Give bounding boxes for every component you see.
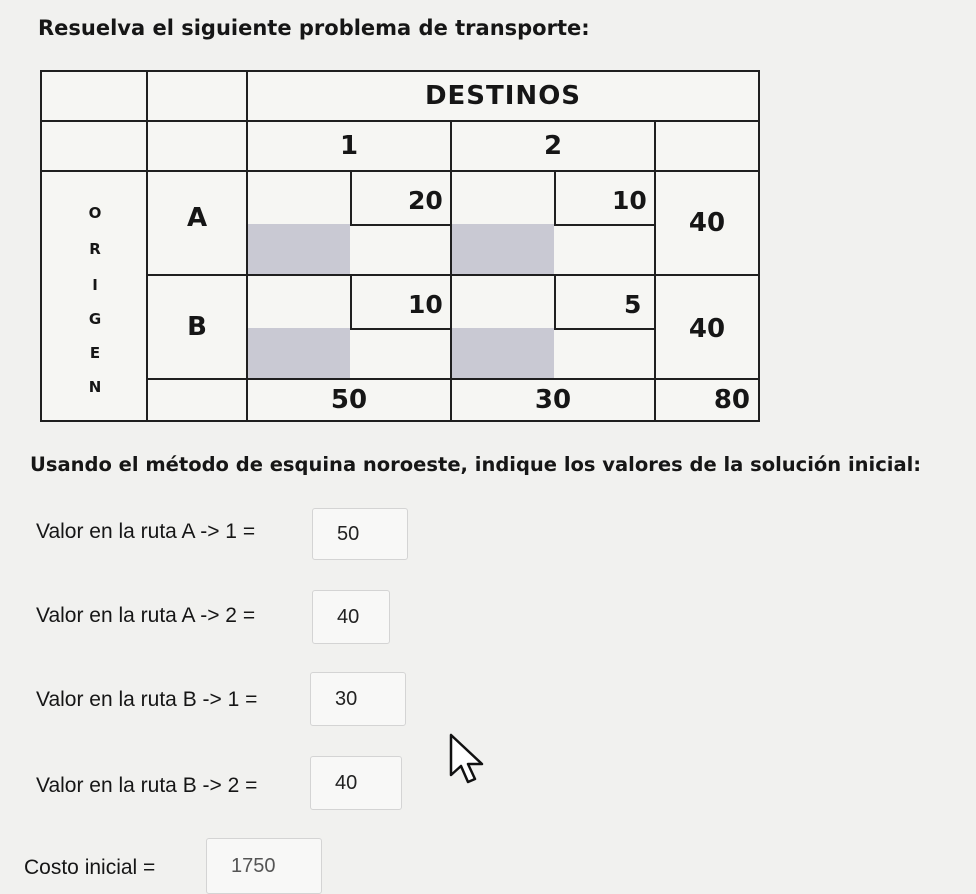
route-b2-label: Valor en la ruta B -> 2 =: [36, 774, 258, 797]
dest-2-header: 2: [450, 120, 656, 172]
supply-b: 40: [654, 274, 760, 380]
total-cost-input[interactable]: 1750: [206, 838, 322, 894]
origin-b-label: B: [146, 274, 248, 380]
demand-1: 50: [246, 378, 452, 422]
dest-1-header: 1: [246, 120, 452, 172]
cost-b-1: 10: [408, 290, 443, 319]
cell-a-2: [450, 170, 656, 276]
route-b2-input[interactable]: 40: [310, 756, 402, 810]
destinations-header: DESTINOS: [246, 70, 760, 122]
cell-shade: [452, 328, 554, 380]
cell-shade: [452, 224, 554, 276]
mouse-cursor-icon: [448, 733, 488, 785]
demand-2: 30: [450, 378, 656, 422]
supply-header-cell: [654, 120, 760, 172]
cell-b-2: [450, 274, 656, 380]
cell-b-1: [246, 274, 452, 380]
origin-letter: G: [88, 310, 102, 328]
corner-cell: [40, 70, 148, 122]
cost-a-2: 10: [612, 186, 647, 215]
origin-letter: I: [92, 276, 98, 294]
origin-letter: N: [88, 378, 102, 396]
cost-a-1: 20: [408, 186, 443, 215]
route-a2-label: Valor en la ruta A -> 2 =: [36, 604, 256, 627]
origin-letter: R: [89, 240, 101, 258]
route-a1-label: Valor en la ruta A -> 1 =: [36, 520, 256, 543]
origin-letter: E: [89, 344, 101, 362]
supply-a: 40: [654, 170, 760, 276]
total-cost-label: Costo inicial =: [24, 856, 156, 879]
problem-title: Resuelva el siguiente problema de transporte:: [38, 16, 590, 40]
origin-header: [40, 170, 148, 422]
route-a2-input[interactable]: 40: [312, 590, 390, 644]
corner-cell-4: [146, 120, 248, 172]
route-b1-label: Valor en la ruta B -> 1 =: [36, 688, 258, 711]
corner-cell-3: [40, 120, 148, 172]
cell-shade: [248, 328, 350, 380]
cell-shade: [248, 224, 350, 276]
question-text: Usando el método de esquina noroeste, indique los valores de la solución inicial:: [30, 453, 922, 476]
total-supply-demand: 80: [654, 378, 760, 422]
route-b1-input[interactable]: 30: [310, 672, 406, 726]
transport-table: [40, 70, 760, 422]
origin-letter: O: [88, 204, 102, 222]
demand-label-cell: [146, 378, 248, 422]
route-a1-input[interactable]: 50: [312, 508, 408, 560]
origin-a-label: A: [146, 170, 248, 276]
corner-cell-2: [146, 70, 248, 122]
cell-a-1: [246, 170, 452, 276]
cost-b-2: 5: [624, 290, 642, 319]
